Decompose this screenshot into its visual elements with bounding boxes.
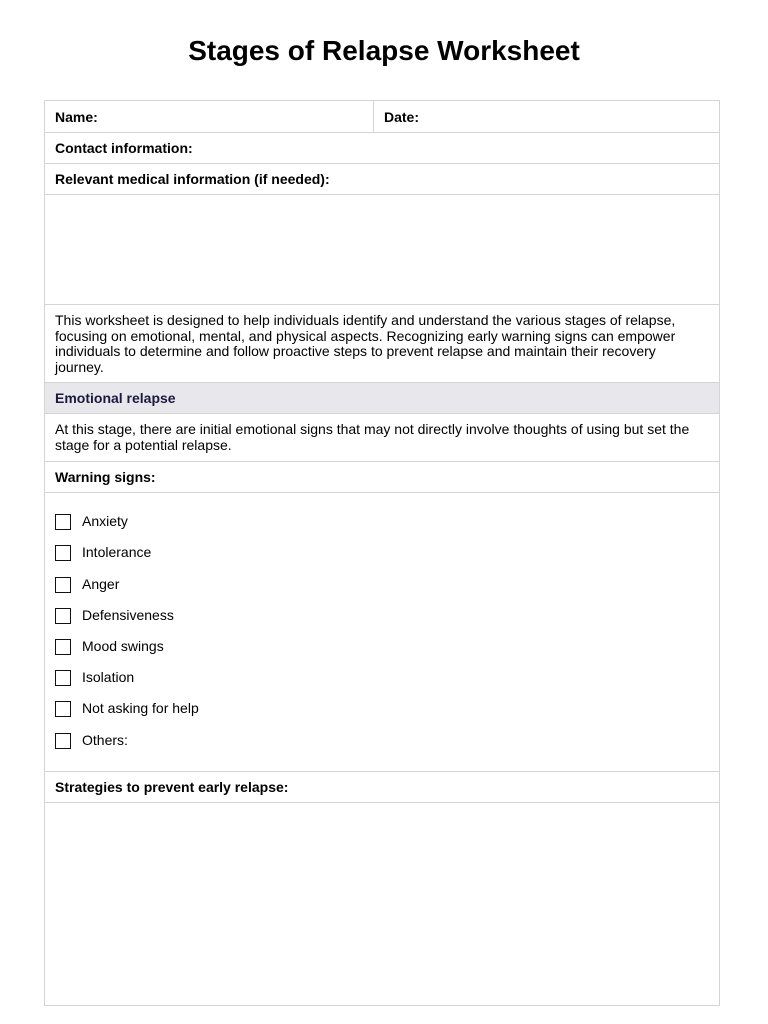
name-date-row [45,101,719,133]
date-label: Date: [384,109,420,125]
warning-signs-row [45,462,719,493]
strategies-label: Strategies to prevent early relapse: [55,779,289,795]
checkbox[interactable] [55,701,71,717]
strategies-row [45,772,719,803]
contact-label: Contact information: [55,140,193,156]
warning-signs-label: Warning signs: [55,469,156,485]
checklist-item-label: Anxiety [82,513,128,529]
intro-row [45,305,719,383]
contact-row [45,133,719,164]
emotional-description-row [45,414,719,462]
medical-label: Relevant medical information (if needed): [55,171,330,187]
worksheet-form [44,100,720,1006]
column-divider [373,101,374,132]
checklist-item-label: Mood swings [82,638,164,654]
checkbox[interactable] [55,733,71,749]
intro-text: This worksheet is designed to help individuals identify and understand the various stages of relapse, focusing on emotional, mental, and physical aspects. Recognizing early warning signs can empower individuals to determine and follow proactive steps to prevent relapse and maintain their recovery journey. [55,312,676,375]
checkbox[interactable] [55,577,71,593]
medical-input-area[interactable] [45,195,719,305]
name-label: Name: [55,109,98,125]
checklist-item-label: Anger [82,576,120,592]
checkbox[interactable] [55,608,71,624]
checkbox[interactable] [55,639,71,655]
checkbox[interactable] [55,670,71,686]
worksheet-title: Stages of Relapse Worksheet [188,35,580,66]
section-heading: Emotional relapse [55,390,176,406]
emotional-description: At this stage, there are initial emotional signs that may not directly involve thoughts of using but set the stage for a potential relapse. [55,421,690,453]
checklist-item-label: Not asking for help [82,700,199,716]
strategies-input-area[interactable] [45,803,719,1005]
checklist-item-label: Others: [82,732,128,748]
checklist-item-label: Isolation [82,669,135,685]
checkbox[interactable] [55,545,71,561]
checkbox[interactable] [55,514,71,530]
medical-row [45,164,719,195]
checklist-item-label: Defensiveness [82,607,174,623]
checklist-item-label: Intolerance [82,544,152,560]
emotional-relapse-heading-row [45,383,719,414]
warning-signs-checklist [45,493,719,772]
